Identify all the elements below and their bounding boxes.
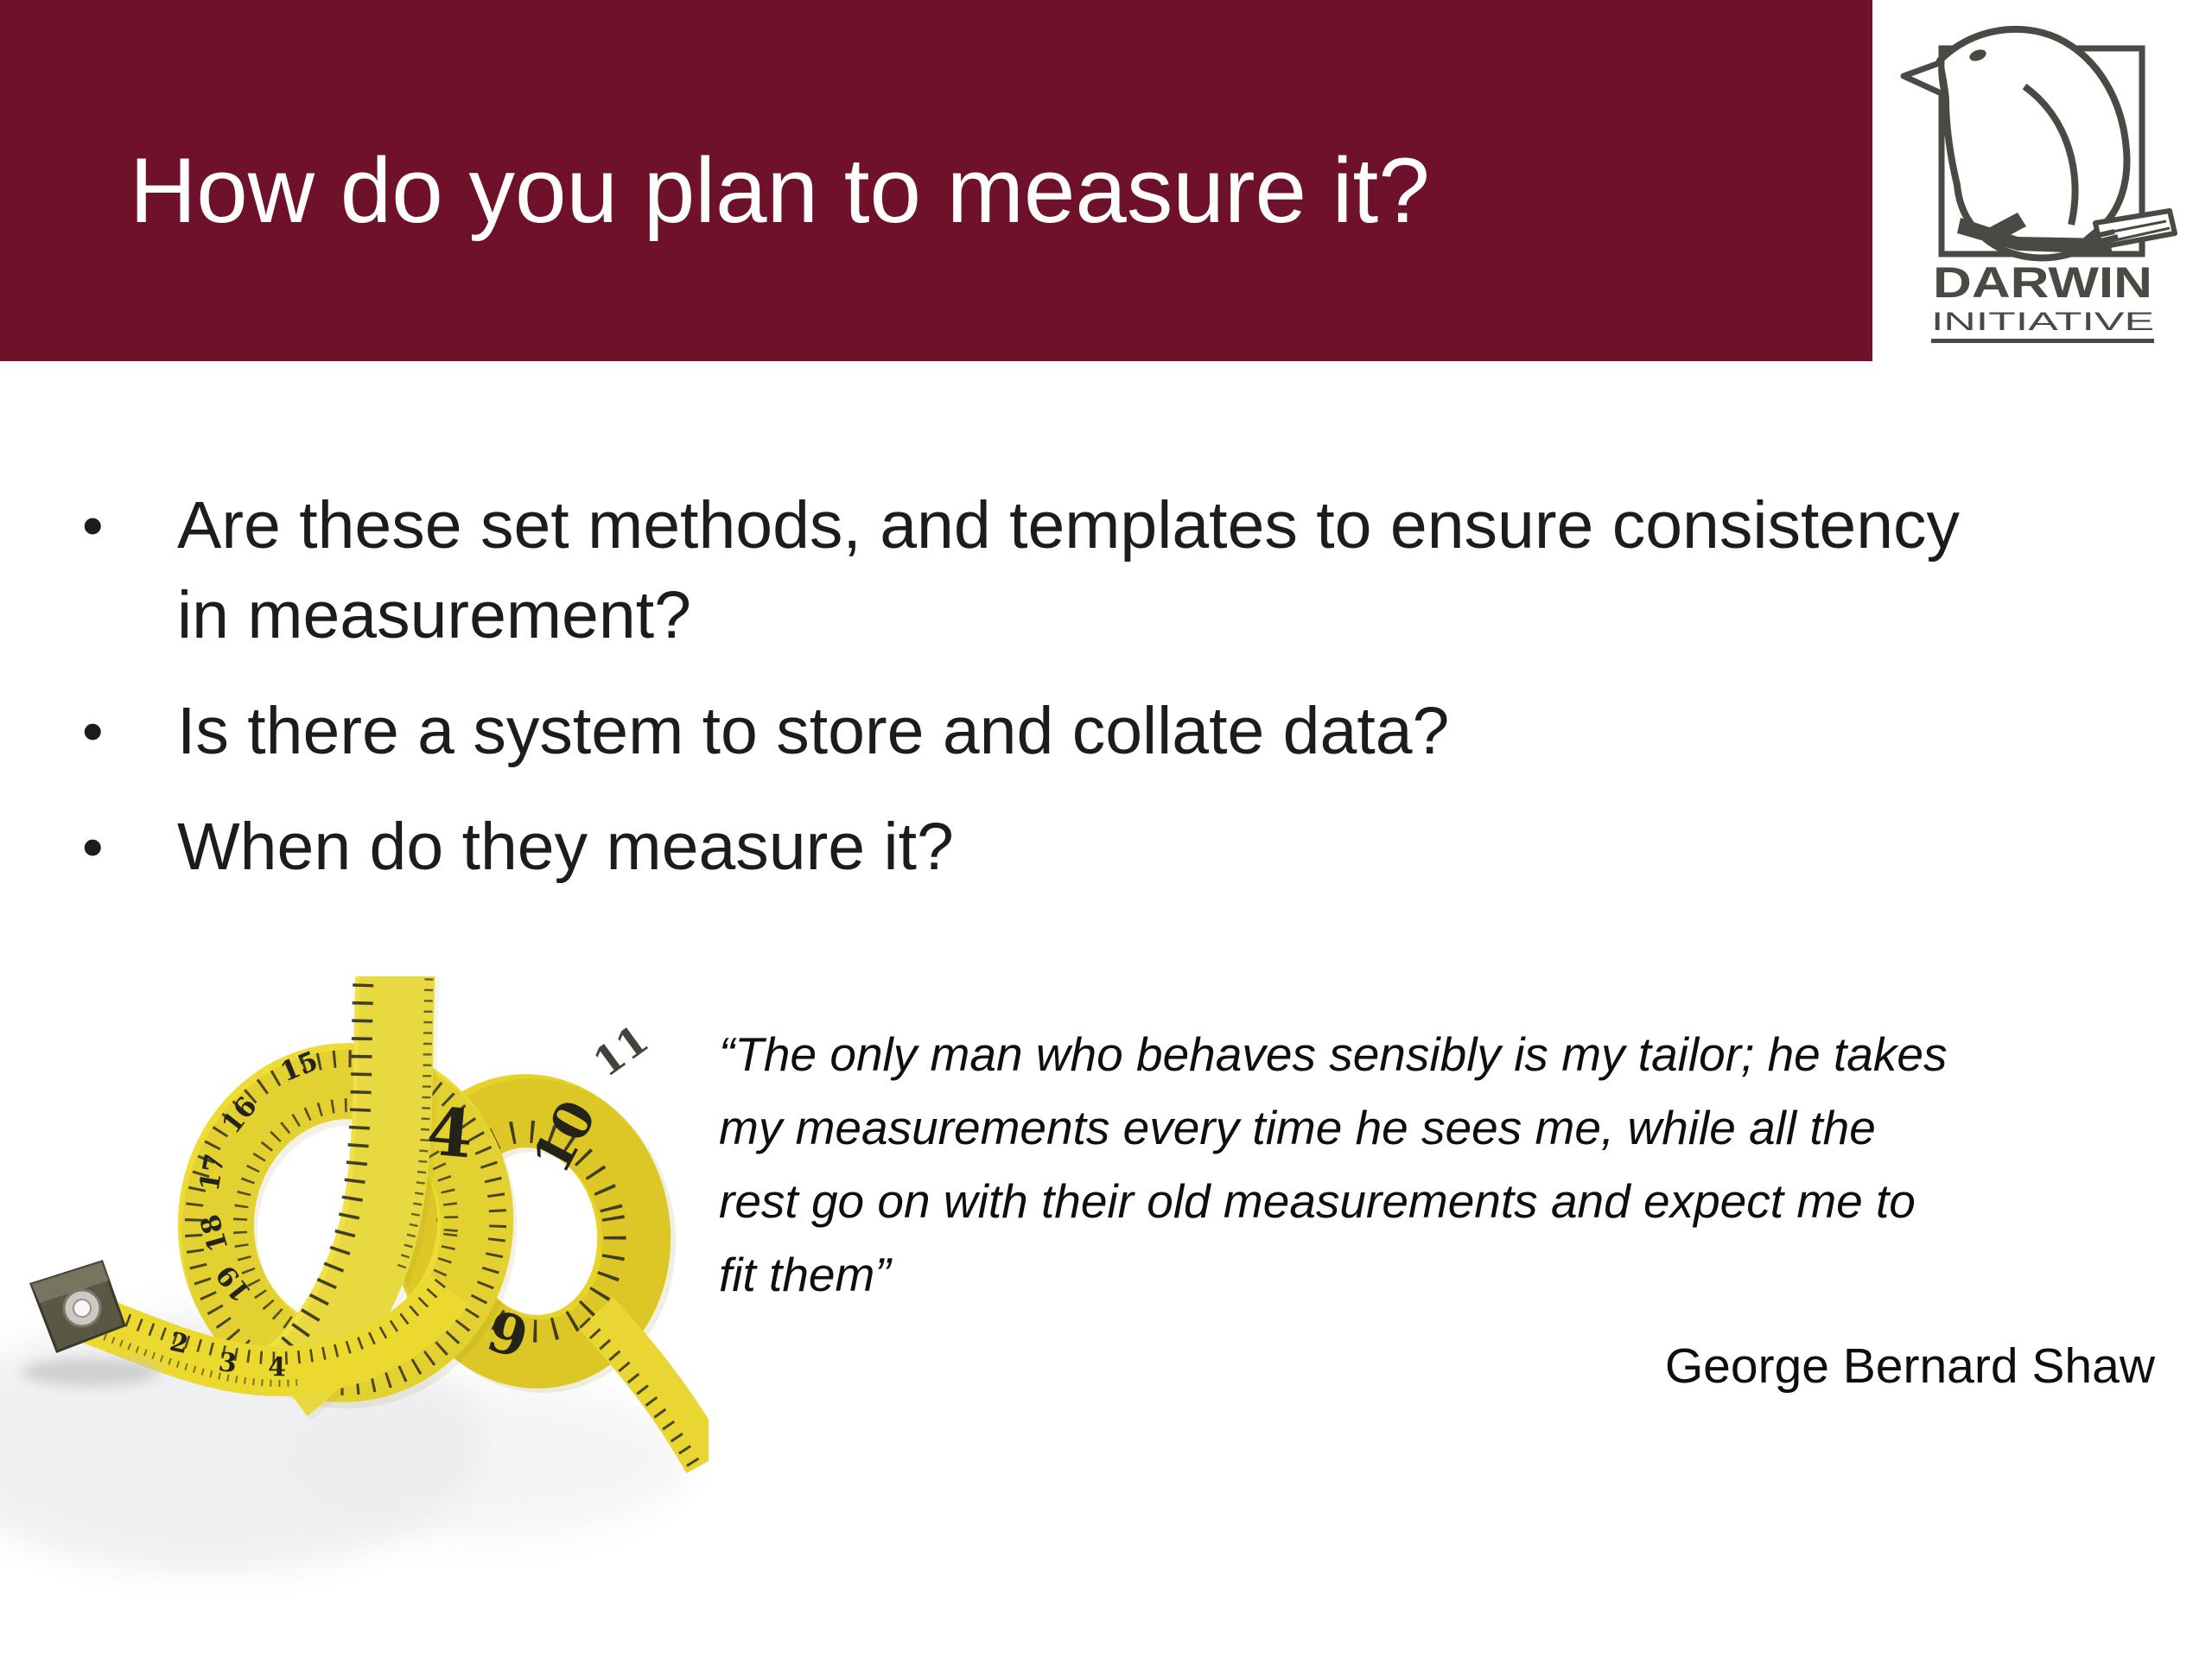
quote-line: rest go on with their old measurements and expect me to [719, 1174, 1916, 1228]
tape-number: 4 [423, 1092, 476, 1173]
bullet-text: • When do they measure it? [177, 810, 954, 884]
tape-measure-image [0, 976, 709, 1659]
tape-number: 19 [210, 1259, 258, 1308]
tape-number: 15 [276, 1045, 322, 1089]
tape-number: 2 [167, 1326, 192, 1361]
bullet-item [82, 686, 2130, 776]
bullet-item [82, 480, 2130, 660]
quote-attribution: George Bernard Shaw [1664, 1338, 2155, 1394]
bullet-text: • Is there a system to store and collate data? [177, 694, 1450, 768]
quote-block [719, 1018, 2198, 1312]
bullet-text: • Are these set methods, and templates to ensure consistency [177, 488, 1961, 563]
page-title: How do you plan to measure it? [130, 138, 1430, 242]
logo-text-initiative: INITIATIVE [1931, 308, 2154, 336]
tape-number: 17 [194, 1151, 232, 1194]
quote-line: fit them” [719, 1248, 891, 1301]
tape-number: 3 [217, 1347, 238, 1380]
tape-number: 4 [267, 1352, 287, 1383]
tape-number: 11 [584, 1015, 658, 1086]
quote-line: my measurements every time he sees me, while all the [719, 1101, 1876, 1154]
bullet-list [82, 480, 2130, 918]
quote-line: “The only man who behaves sensibly is my tailor; he takes [719, 1027, 1948, 1081]
bullet-text: in measurement? [177, 578, 691, 652]
bullet-item [82, 802, 2130, 892]
tape-number: 9 [480, 1299, 536, 1372]
logo-underline [1931, 339, 2154, 343]
darwin-initiative-logo [1888, 7, 2182, 353]
tape-number: 10 [521, 1090, 609, 1184]
logo-text-darwin: DARWIN [1933, 258, 2152, 307]
tape-number: 16 [215, 1090, 264, 1140]
tape-number: 18 [194, 1211, 235, 1255]
